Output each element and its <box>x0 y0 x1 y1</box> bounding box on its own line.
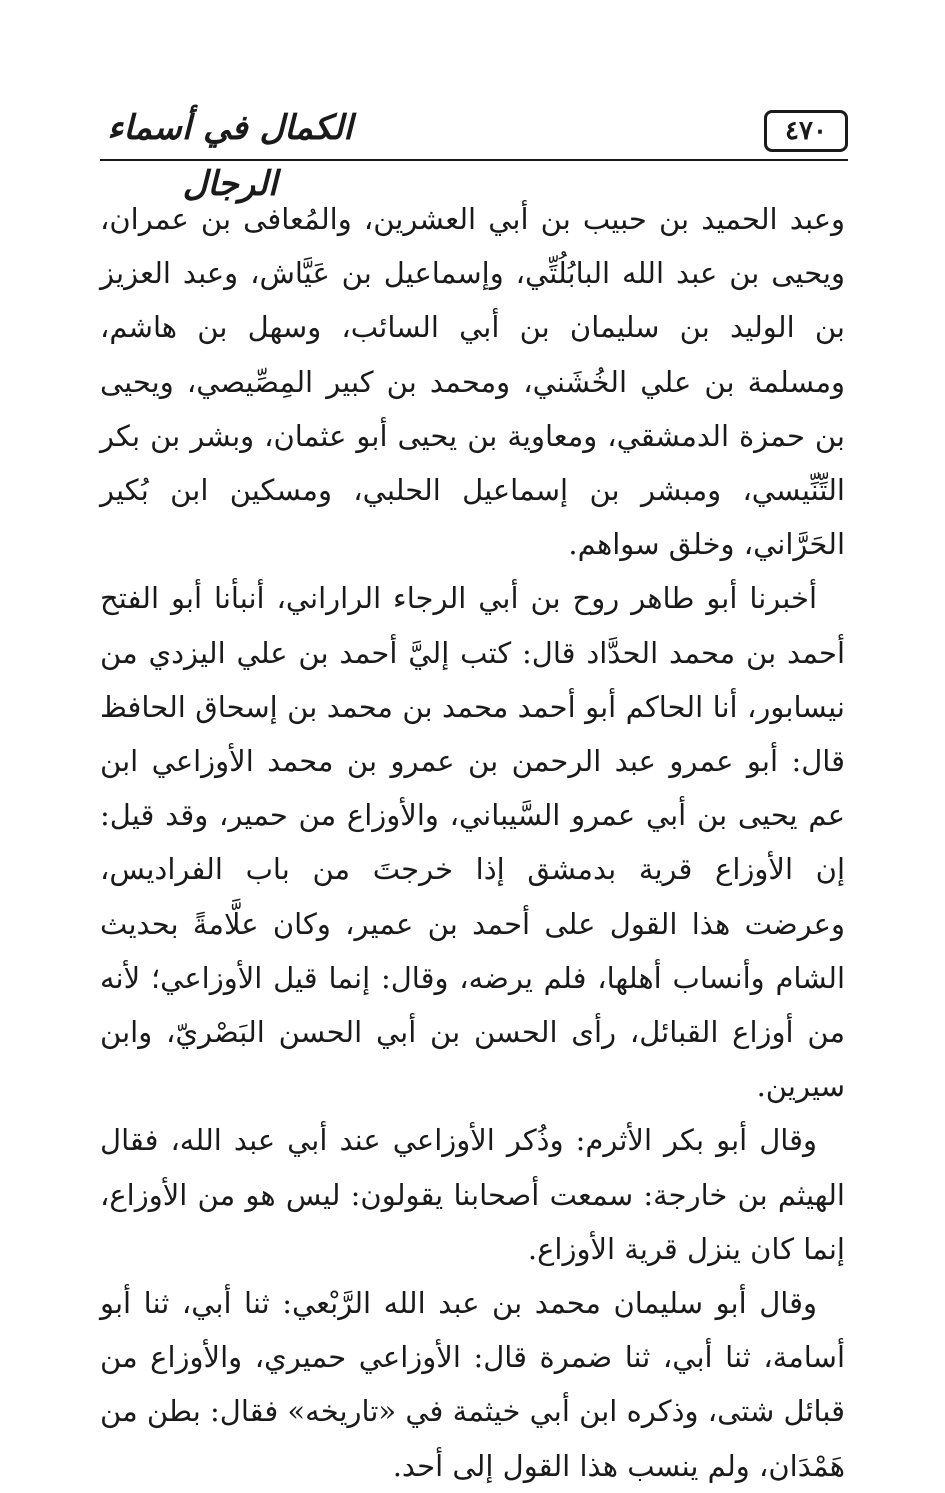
header-divider <box>100 159 848 161</box>
paragraph: وقال أبو بكر الأثرم: وذُكر الأوزاعي عند أبي عبد الله، فقال الهيثم بن خارجة: سمعت أصحابنا يقولون: ليس هو من الأوزاع، إنما كان ينزل قرية الأوزاع. <box>100 1123 845 1266</box>
page-number: ٤٧٠ <box>764 110 848 152</box>
page-header <box>100 98 848 204</box>
paragraph: وعبد الحميد بن حبيب بن أبي العشرين، والمُعافى بن عمران، ويحيى بن عبد الله البابُلُتِّي، وإسماعيل بن عَيَّاش، وعبد العزيز بن الوليد بن سليمان بن أبي السائب، وسهل بن هاشم، ومسلمة بن علي الخُشَني، ومحمد بن كبير المِصِّيصي، ويحيى بن حمزة الدمشقي، ومعاوية بن يحيى أبو عثمان، وبشر بن بكر التِّنِّيسي، ومبشر بن إسماعيل الحلبي، ومسكين ابن بُكير الحَرَّاني، وخلق سواهم. <box>100 202 845 562</box>
paragraph: وقال أبو سليمان محمد بن عبد الله الرَّبْعي: ثنا أبي، ثنا أبو أسامة، ثنا أبي، ثنا ضمرة قال: الأوزاعي حميري، والأوزاع من قبائل شتى، وذكره ابن أبي خيثمة في «تاريخه» فقال: بطن من هَمْدَان، ولم ينسب هذا القول إلى أحد. <box>100 1286 845 1483</box>
running-title: الكمال في أسماء الرجال <box>107 108 353 204</box>
body-text <box>100 192 845 1493</box>
paragraph: أخبرنا أبو طاهر روح بن أبي الرجاء الراراني، أنبأنا أبو الفتح أحمد بن محمد الحدَّاد قال: كتب إليَّ أحمد بن علي اليزدي من نيسابور، أنا الحاكم أبو أحمد محمد بن محمد بن إسحاق الحافظ قال: أبو عمرو عبد الرحمن بن عمرو بن محمد الأوزاعي ابن عم يحيى بن أبي عمرو السَّيباني، والأوزاع من حمير، وقد قيل: إن الأوزاع قرية بدمشق إذا خرجتَ من باب الفراديس، وعرضت هذا القول على أحمد بن عمير، وكان علَّامةً بحديث الشام وأنساب أهلها، فلم يرضه، وقال: إنما قيل الأوزاعي؛ لأنه من أوزاع القبائل، رأى الحسن بن أبي الحسن البَصْريّ، وابن سيرين. <box>100 581 845 1104</box>
